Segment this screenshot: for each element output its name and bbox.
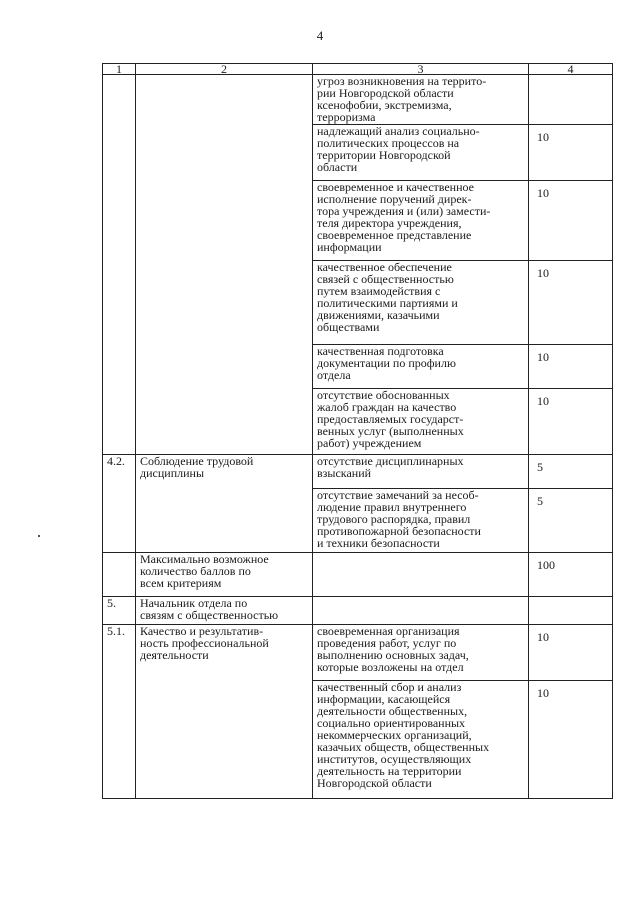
page-number: 4 bbox=[316, 28, 324, 43]
indicator-cell: надлежащий анализ социально- политических процессов на территории Новгородской области bbox=[313, 125, 529, 181]
table-row bbox=[103, 75, 613, 125]
criterion-name-cell: Качество и результатив- ность профессиональной деятельности bbox=[136, 625, 313, 799]
score-cell: 5 bbox=[529, 455, 613, 489]
score-cell: 10 bbox=[529, 389, 613, 455]
row-number-cell bbox=[103, 553, 136, 597]
score-cell bbox=[529, 597, 613, 625]
score-cell: 10 bbox=[529, 681, 613, 799]
header-cell: 2 bbox=[136, 64, 313, 75]
indicator-cell: отсутствие дисциплинарных взысканий bbox=[313, 455, 529, 489]
row-number-cell: 4.2. bbox=[103, 455, 136, 553]
table-row bbox=[103, 455, 613, 489]
criterion-name-cell: Начальник отдела по связям с общественностью bbox=[136, 597, 313, 625]
table-row bbox=[103, 553, 613, 597]
indicator-cell: угроз возникновения на террито- рии Новгородской области ксенофобии, экстремизма, терроризма bbox=[313, 75, 529, 125]
score-cell: 100 bbox=[529, 553, 613, 597]
criteria-table bbox=[102, 63, 613, 799]
indicator-cell bbox=[313, 553, 529, 597]
row-number-cell bbox=[103, 75, 136, 455]
criterion-name-cell: Соблюдение трудовой дисциплины bbox=[136, 455, 313, 553]
criterion-name-cell: Максимально возможное количество баллов по всем критериям bbox=[136, 553, 313, 597]
criterion-name-cell bbox=[136, 75, 313, 455]
score-cell: 10 bbox=[529, 181, 613, 261]
header-cell: 4 bbox=[529, 64, 613, 75]
row-number-cell: 5. bbox=[103, 597, 136, 625]
indicator-cell: качественная подготовка документации по профилю отдела bbox=[313, 345, 529, 389]
score-cell: 10 bbox=[529, 125, 613, 181]
indicator-cell bbox=[313, 597, 529, 625]
score-cell bbox=[529, 75, 613, 125]
header-cell: 3 bbox=[313, 64, 529, 75]
indicator-cell: своевременное и качественное исполнение поручений дирек- тора учреждения и (или) замести- теля директора учреждения, своевременное представление информации bbox=[313, 181, 529, 261]
indicator-cell: качественное обеспечение связей с общественностью путем взаимодействия с политическими партиями и движениями, казачьими обществами bbox=[313, 261, 529, 345]
indicator-cell: своевременная организация проведения работ, услуг по выполнению основных задач, которые возложены на отдел bbox=[313, 625, 529, 681]
score-cell: 10 bbox=[529, 345, 613, 389]
indicator-cell: отсутствие замечаний за несоб- людение правил внутреннего трудового распорядка, правил противопожарной безопасности и техники безопасности bbox=[313, 489, 529, 553]
table-header-row bbox=[103, 64, 613, 75]
scan-speck bbox=[38, 535, 40, 537]
header-cell: 1 bbox=[103, 64, 136, 75]
indicator-cell: качественный сбор и анализ информации, касающейся деятельности общественных, социально ориентированных некоммерческих организаций, казачьих обществ, общественных институтов, осуществляющих деятельность на территории Новгородской области bbox=[313, 681, 529, 799]
score-cell: 10 bbox=[529, 625, 613, 681]
table-row bbox=[103, 597, 613, 625]
score-cell: 10 bbox=[529, 261, 613, 345]
score-cell: 5 bbox=[529, 489, 613, 553]
indicator-cell: отсутствие обоснованных жалоб граждан на качество предоставляемых государст- венных услуг (выполненных работ) учреждением bbox=[313, 389, 529, 455]
row-number-cell: 5.1. bbox=[103, 625, 136, 799]
table-row bbox=[103, 625, 613, 681]
